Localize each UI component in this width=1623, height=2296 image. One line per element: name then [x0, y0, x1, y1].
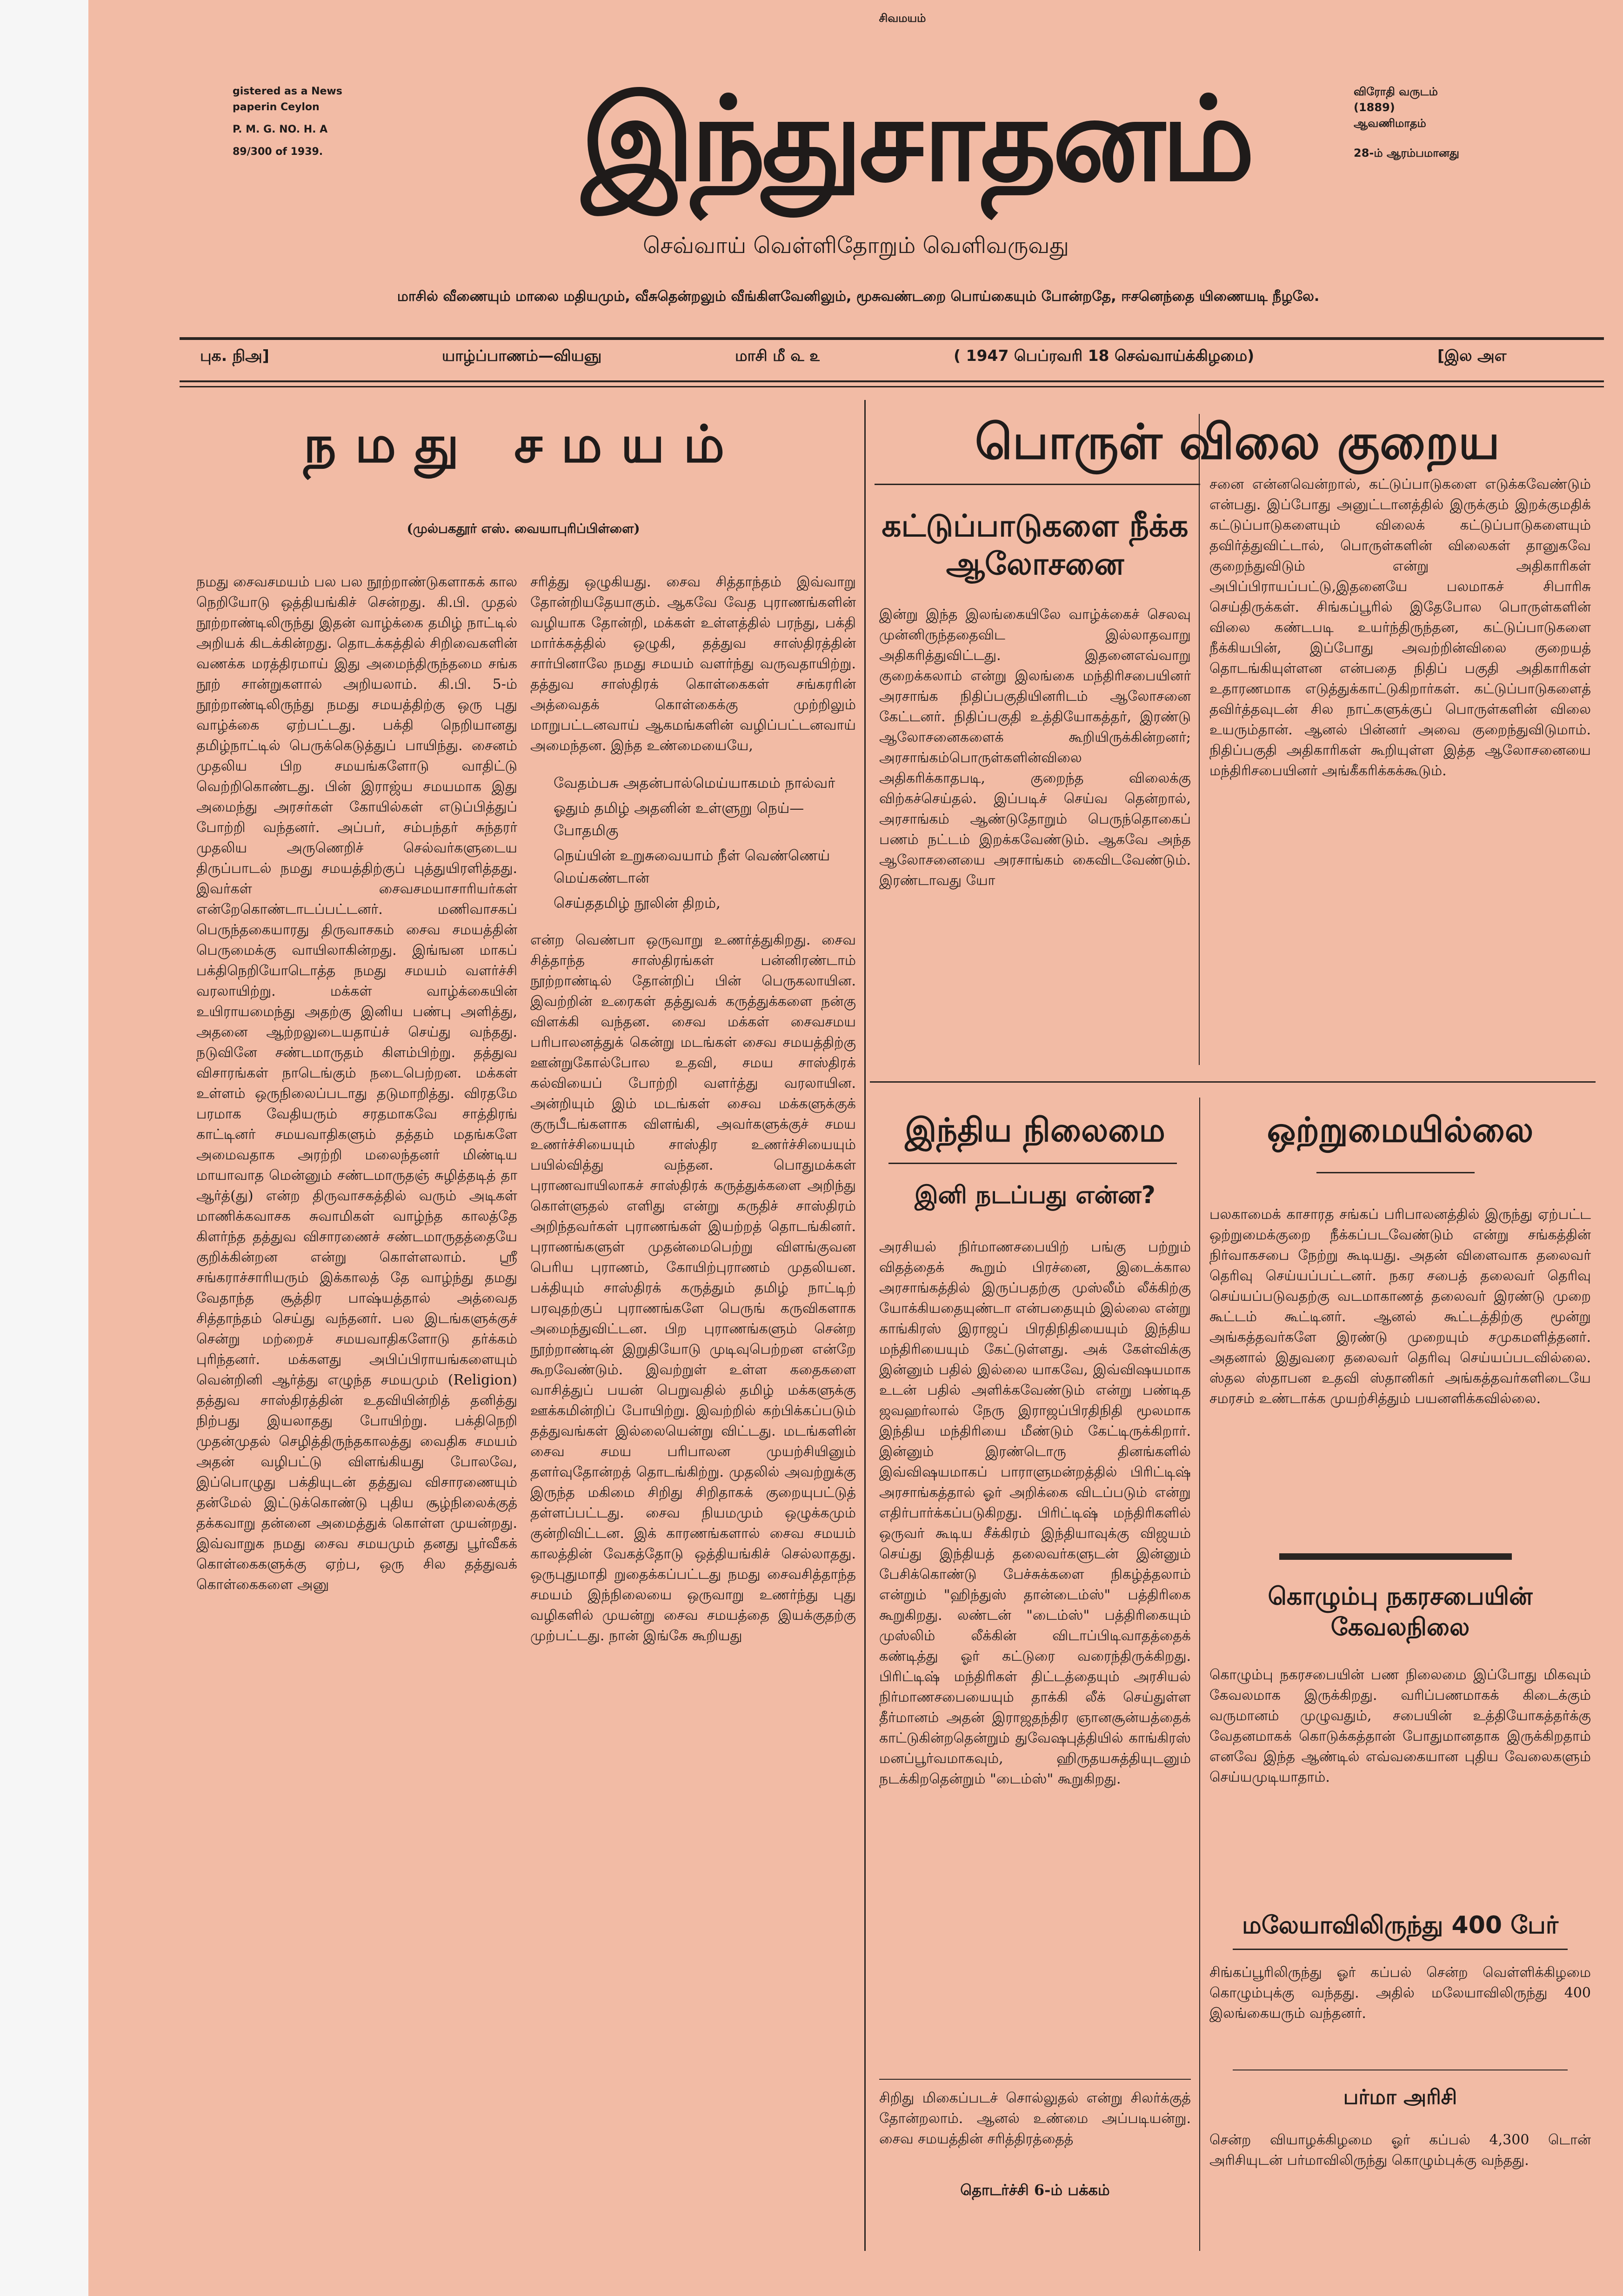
article-title-burma: பர்மா அரிசி [1343, 2085, 1457, 2109]
unity-body: பலகாமைக் காசாரத சங்கப் பரிபாலனத்தில் இருந்து ஏற்பட்ட ஒற்றுமைக்குறை நீக்கப்படவேண்டும் என்று சங்கத்தின் நிர்வாகசபை நேற்று கூடியது. அதன் விளைவாக தலைவர் தெரிவு செய்யப்பட்டனர். நகர சபைத் தலைவர் தெரிவு செய்யப்படுவதற்கு வடமாகாணத் தலைவர் இரண்டு முறை கூட்டம் கூட்டினர். ஆனல் கூட்டத்திற்கு மூன்று அங்கத்தவர்களே இரண்டு முறையும் சமுகமளித்தனர். அதனால் இதுவரை தலைவர் தெரிவு செய்யப்படவில்லை. ஸ்தல ஸ்தாபன உதவி ஸ்தானிகர் அங்கத்தவர்களிடையே சமரசம் உண்டாக்க முயற்சித்தும் பயனளிக்கவில்லை. [1209, 1206, 1591, 1407]
religion-column-2-body: என்ற வெண்பா ஒருவாறு உணர்த்துகிறது. சைவ சித்தாந்த சாஸ்திரங்கள் பன்னிரண்டாம் நூற்றாண்டில் தோன்றிப் பின் பெருகலாயின. இவற்றின் உரைகள் தத்துவக் கருத்துக்களை நன்கு விளக்கி வந்தன. சைவ மக்கள் சைவசமய பரிபாலனத்துக் கென்று மடங்கள் சைவ சமயத்திற்கு ஊன்றுகோல்போல உதவி, சமய சாஸ்திரக் கல்வியைப் போற்றி வளர்த்து வரலாயின. அன்றியும் இம் மடங்கள் சைவ மக்களுக்குக் குருபீடங்களாக விளங்கி, அவர்களுக்குச் சமய உணர்ச்சியையும் சாஸ்திர உணர்ச்சியையும் பயில்வித்து வந்தன. பொதுமக்கள் புராணவாயிலாகச் சாஸ்திரக் கருத்துக்களை அறிந்து கொள்ளுதல் எளிது என்று கருதிச் சாஸ்திரம் அறிந்தவர்கள் புராணங்கள் இயற்றத் தொடங்கினர். புராணங்களுள் முதன்மைபெற்று விளங்குவன பெரிய புராணம், கோயிற்புராணம் முதலியன. பக்தியும் சாஸ்திரக் கருத்தும் தமிழ் நாட்டிற் பரவுதற்குப் புராணங்களே பெருங் கருவிகளாக அமைந்துவிட்டன. பிற புராணங்களும் சென்ற நூற்றாண்டின் இறுதியோடு முடிவுபெற்றன என்றே கூறவேண்டும். இவற்றுள் உள்ள கதைகளை வாசித்துப் பயன் பெறுவதில் தமிழ் மக்களுக்கு ஊக்கமின்றிப் போயிற்று. இவற்றில் கற்பிக்கப்படும் தத்துவங்கள் இல்லையென்று விட்டது. மடங்களின் சைவ சமய பரிபாலன முயற்சியினும் தளர்வுதோன்றத் தொடங்கிற்று. முதலில் அவற்றுக்கு இருந்த மகிமை சிறிது சிறிதாகக் குறையுபட்டுத் தள்ளப்பட்டது. சைவ நியமமும் ஒழுக்கமும் குன்றிவிட்டன. இக் காரணங்களால் சைவ சமயம் காலத்தின் வேகத்தோடு ஒத்தியங்கிச் செல்லாதது. ஒருபுதுமாதி றுதைக்கப்பட்டது நமது சைவசித்தாந்த சமயம் இந்நிலையை ஒருவாறு உணர்ந்து புது வழிகளில் முயன்று சைவ சமயத்தை இயக்குதற்கு முற்பட்டது. நான் இங்கே கூறியது [530, 932, 856, 1644]
article-title-malaya: மலேயாவிலிருந்து 400 பேர் [1242, 1911, 1558, 1939]
article-subtitle-controls: கட்டுப்பாடுகளை நீக்க ஆலோசனை [882, 508, 1189, 582]
volume-number: புக. நிஅ] [200, 346, 269, 365]
article-subtitle-india: இனி நடப்பது என்ன? [915, 1181, 1155, 1209]
price-column-2: சனை என்னவென்றால், கட்டுப்பாடுகளை எடுக்கவேண்டும் என்பது. இப்போது அனுட்டானத்தில் இருக்கும் இறக்குமதிக் கட்டுப்பாடுகளையும் விலைக் கட்டுப்பாடுகளையும் தவிர்த்துவிட்டால், பொருள்களின் விலைகள் தானுகவே குறைந்துவிடும் என்று அதிகாரிகள் அபிப்பிராயப்பட்டு,இதனையே பலமாகச் சிபாரிசு செய்திருக்கள். சிங்கப்பூரில் இதேபோல பொருள்களின் விலை கண்டபடி உயர்ந்திருந்தன, கட்டுப்பாடுகளை நீக்கியபின், இப்போது அவற்றின்விலை குறையத் தொடங்கியுள்ளன என்பதை நிதிப் பகுதி அதிகாரிகள் உதாரணமாக எடுத்துக்காட்டுகிறார்கள். கட்டுப்பாடுகளைத் தவிர்த்தவுடன் சில நாட்களுக்குப் பொருள்களின் விலை உயரும்தான். ஆனல் பின்னர் அவை குறைந்துவிடுமாம். நிதிப்பகுதி அதிகாரிகள் கூறியுள்ள இத்த ஆலோசனையை மந்திரிசபையினர் அங்கீகரிக்கக்கூடும். [1209, 476, 1591, 779]
malaya-title-rule [1233, 1949, 1568, 1950]
place-name: யாழ்ப்பாணம்—வியஞு [442, 346, 602, 365]
article-byline: (முல்பகதூர் எஸ். வையாபுரிப்பிள்ளை) [407, 521, 640, 536]
registration-note: gistered as a News paperin Ceylon P. M. G. NO. H. A 89/300 of 1939. [233, 86, 342, 158]
article-title-price: பொருள் விலை குறைய [975, 413, 1500, 470]
column-divider-bottom-right [1199, 1098, 1200, 2251]
article-title-india: இந்திய நிலைமை [905, 1111, 1165, 1149]
column-divider-main [864, 400, 866, 2251]
colombo-body: கொழும்பு நகரசபையின் பண நிலைமை இப்போது மிகவும் கேவலமாக இருக்கிறது. வரிப்பணமாகக் கிடைக்கும் வருமானம் முழுவதும், சபையின் உத்தியோகத்தர்க்கு வேதனமாகக் கொடுக்கத்தான் போதுமானதாக இருக்கிறதாம் எனவே இந்த ஆண்டில் எவ்வகையான புதிய வேலைகளும் செய்யமுடியாதாம். [1209, 1667, 1591, 1785]
publication-subtitle: செவ்வாய் வெள்ளிதோறும் வெளிவருவது [643, 233, 1069, 259]
section-rule [870, 1081, 1596, 1083]
india-column: அரசியல் நிர்மாணசபையிற் பங்கு பற்றும் விதத்தைக் கூறும் பிரச்னை, இடைக்கால அரசாங்கத்தில் இருப்பதற்கு முஸ்லீம் லீக்கிற்கு யோக்கியதையுண்டா என்பதையும் இல்லை என்று காங்கிரஸ் இராஜப் பிரதிநிதியையும் இந்திய மந்திரியையும் கேட்டுள்ளது. அக் கேள்விக்கு இன்னும் பதில் இல்லை யாகவே, இவ்விஷயமாக உடன் பதில் அளிக்கவேண்டும் என்று பண்டித ஜவஹர்லால் நேரு இராஜப்பிரதிநிதி மூலமாக இந்திய மந்திரியை மீண்டும் கேட்டிருக்கிறார். இன்னும் இரண்டொரு தினங்களில் இவ்விஷயமாகப் பாராளுமன்றத்தில் பிரிட்டிஷ் அரசாங்கத்தால் ஓர் அறிக்கை விடப்படும் என்று எதிர்பார்க்கப்படுகிறது. பிரிட்டிஷ் மந்திரிகளில் ஒருவர் கூடிய சீக்கிரம் இந்தியாவுக்கு விஜயம் செய்து இந்தியத் தலைவர்களுடன் இன்னும் பேசிக்கொண்டு பேச்சுக்களை நிகழ்த்தலாம் என்றும் "ஹிந்துஸ் தான்டைம்ஸ்" பத்திரிகை கூறுகிறது. லண்டன் "டைம்ஸ்" பத்திரிகையும் முஸ்லிம் லீக்கின் விடாப்பிடிவாதத்தைக் கண்டித்து ஓர் கட்டுரை வரைந்திருக்கிறது. பிரிட்டிஷ் மந்திரிகள் திட்டத்தையும் அரசியல் நிர்மாணசபையையும் தாக்கி லீக் செய்துள்ள தீர்மானம் அதன் இராஜதந்திர ஞானசூன்யத்தைக் காட்டுகின்றதென்றும் துவேஷபுத்தியில் காங்கிரஸ் மனப்பூர்வமாகவும், ஹிருதயசுத்தியுடனும் நடக்கிறதென்றும் "டைம்ஸ்" கூறுகிறது. [879, 1239, 1191, 1787]
column-divider-top-right [1199, 414, 1200, 1065]
malaya-body: சிங்கப்பூரிலிருந்து ஓர் கப்பல் சென்ற வெள்ளிக்கிழமை கொழும்புக்கு வந்தது. அதில் மலேயாவிலிருந்து 400 இலங்கையரும் வந்தனர். [1209, 1964, 1591, 2022]
continued-page-note: தொடர்ச்சி 6-ம் பக்கம் [960, 2181, 1110, 2199]
article-title-religion: நமது சமயம் [303, 414, 743, 474]
header-rule-bottom [180, 386, 1604, 387]
price-column-1: இன்று இந்த இலங்கையிலே வாழ்க்கைச் செலவு முன்னிருந்ததைவிட இல்லாதவாறு அதிகரித்துவிட்டது. இதனைஎவ்வாறு குறைக்கலாம் என்று இலங்கை மந்திரிசபையினர் அரசாங்க நிதிப்பகுதியினரிடம் ஆலோசனை கேட்டனர். நிதிப்பகுதி உத்தியோகத்தர், இரண்டு ஆலோசனைகளைக் கூறியிருக்கின்றனர்; அரசாங்கம்பொருள்களின்விலை அதிகரிக்காதபடி, குறைந்த விலைக்கு விற்கச்செய்தல். இப்படிச் செய்வ தென்றால், அரசாங்கம் ஆண்டுதோறும் பெருந்தொகைப் பணம் நட்டம் இறக்கவேண்டும். ஆகவே அந்த ஆலோசனையை அரசாங்கம் கைவிடவேண்டும். இரண்டாவது யோ [879, 606, 1191, 889]
religion-column-2 [530, 572, 856, 2246]
year-note: விரோதி வருடம் (1889) ஆவணிமாதம் 28-ம் ஆரம்பமானது [1354, 85, 1459, 160]
header-rule-mid [180, 380, 1604, 382]
tamil-date: மாசி மீ ௳ ௨ [735, 346, 821, 365]
verse-quote: வேதம்பசு அதன்பால்மெய்யாகமம் நால்வர் ஓதும் தமிழ் அதனின் உள்ளுறு நெய்—போதமிகு நெய்யின் உறுசுவையாம் நீள் வெண்ணெய் மெய்கண்டான் செய்ததமிழ் நூலின் திறம், [554, 775, 835, 912]
newspaper-page [88, 0, 1623, 2296]
dateline [181, 346, 1605, 374]
religion-column-2-intro: சரித்து ஒழுகியது. சைவ சித்தாந்தம் இவ்வாறு தோன்றியதேயாகும். ஆகவே வேத புராணங்களின் வழியாக தோன்றி, மக்கள் உள்ளத்தில் பரந்து, பக்தி மார்க்கத்தில் ஒழுகி, தத்துவ சாஸ்திரத்தின் சார்பினாலே நமது சமயம் வளர்ந்து வருவதாயிற்று. தத்துவ சாஸ்திரக் கொள்கைகள் சங்கரரின் அத்வைதக் கொள்கைக்கு முற்றிலும் மாறுபட்டனவாய் ஆகமங்களின் வழிப்பட்டனவாய் அமைந்தன. இந்த உண்மையையே, [530, 574, 856, 754]
burma-body: சென்ற வியாழக்கிழமை ஓர் கப்பல் 4,300 டொன் அரிசியுடன் பர்மாவிலிருந்து கொழும்புக்கு வந்தது. [1209, 2132, 1591, 2169]
india-title-rule [888, 1163, 1177, 1164]
unity-title-rule [1316, 1172, 1475, 1173]
india-footer-rule [879, 2079, 1191, 2080]
english-date: ( 1947 பெப்ரவரி 18 செவ்வாய்க்கிழமை) [954, 346, 1255, 365]
header-rule-top [180, 337, 1604, 340]
article-title-unity: ஒற்றுமையில்லை [1267, 1110, 1534, 1150]
masthead-title: இந்துசாதனம் [581, 72, 1251, 207]
subtitle-rule [875, 484, 1200, 485]
article-title-colombo: கொழும்பு நகரசபையின் கேவலநிலை [1268, 1583, 1533, 1641]
motto-line: மாசில் வீணையும் மாலை மதியமும், வீசுதென்றலும் வீங்கிளவேனிலும், மூசுவண்டறை பொய்கையும் போன்றதே, ஈசனெந்தை யிணையடி நீழலே. [397, 288, 1320, 305]
heavy-rule [1279, 1553, 1512, 1560]
issue-number: [இல அஎ [1437, 346, 1507, 365]
continued-text: சிறிது மிகைப்படச் சொல்லுதல் என்று சிலர்க்குத் தோன்றலாம். ஆனல் உண்மை அப்படியன்று. சைவ சமயத்தின் சரித்திரத்தைத் [879, 2090, 1191, 2147]
religion-column-1: நமது சைவசமயம் பல பல நூற்றாண்டுகளாகக் கால நெறியோடு ஒத்தியங்கிச் சென்றது. கி.பி. முதல் நூற்றாண்டிலிருந்து இதன் வாழ்க்கை தமிழ் நாட்டில் அறியக் கிடக்கின்றது. தொடக்கத்தில் சிறிவைகளின் வணக்க மரத்திரமாய் இது அமைந்திருந்தமை சங்க நூற் சான்றுகளால் அறியலாம். கி.பி. 5-ம் நூற்றாண்டிலிருந்து நமது சமயத்திற்கு ஒரு புது வாழ்க்கை ஏற்பட்டது. பக்தி நெறியானது தமிழ்நாட்டில் பெருக்கெடுத்துப் பாயிந்து. சைனம் முதலிய பிற சமயங்களோடு வாதிட்டு வெற்றிகொண்டது. பின் இராஜ்ய சமயமாக இது அமைந்து அரசர்கள் கோயில்கள் எடுப்பித்துப் போற்றி வந்தனர். அப்பர், சம்பந்தர் சுந்தரர் முதலிய அருணெறிச் செல்வர்களுடைய திருப்பாடல் நமது சமயத்திற்குப் புத்துயிரளித்தது. இவர்கள் சைவசமயாசாரியர்கள் என்றேகொண்டாடப்பட்டனர். மணிவாசகப் பெருந்தகையாரது திருவாசகம் சைவ சமயத்தின் பெருமைக்கு வாயிலாகின்றது. இங்ஙன மாகப் பக்திநெறியோடொத்த நமது சமயம் வளர்ச்சி வரலாயிற்று. மக்கள் வாழ்க்கையின் உயிராயமைந்து அதற்கு இனிய பண்பு அளித்து, அதனை ஆற்றலுடையதாய்ச் செய்து வந்தது. நடுவினே சண்டமாருதம் கிளம்பிற்று. தத்துவ விசாரங்கள் நாடெங்கும் நடைபெற்றன. மக்கள் உள்ளம் ஒருநிலைப்படாது தடுமாறித்து. விரதமே பரமாக வேதியரும் சரதமாகவே சாத்திரங் காட்டினர் சமயவாதிகளும் தத்தம் மதங்களே அமைவதாக அரற்றி மலைந்தனர் மிண்டிய மாயாவாத மென்னும் சண்டமாருதஞ் சுழித்தடித் தா ஆர்த்(து) என்ற திருவாசகத்தில் வரும் அடிகள் மாணிக்கவாசக சுவாமிகள் வாழ்ந்த காலத்தே கிளர்ந்த தத்துவ விசாரணைச் சண்டமாருதத்தையே குறிக்கின்றன என்று கொள்ளலாம். ஸ்ரீ சங்கராச்சாரியரும் இக்காலத் தே வாழ்ந்து தமது வேதாந்த சூத்திர பாஷ்யத்தால் அத்வைத சித்தாந்தம் செய்து வந்தனர். பல இடங்களுக்குச் சென்று மற்றைச் சமயவாதிகளோடு தர்க்கம் புரிந்தனர். மக்களது அபிப்பிராயங்களையும் வென்றினி ஆர்த்து எழுந்த சமயமும் (Religion) தத்துவ சாஸ்திரத்தின் உதவியின்றித் தனித்து நிற்பது இயலாதது போயிற்று. பக்திநெறி முதன்முதல் செழித்திருந்தகாலத்து வைதிக சமயம் அதன் வழிபட்டு விளங்கியது போலவே, இப்பொழுது பக்தியுடன் தத்துவ விசாரணையும் தன்மேல் இட்டுக்கொண்டு புதிய சூழ்நிலைக்குத் தக்கவாறு தன்னை அமைத்துக் கொள்ள முயன்றது. இவ்வாறுக நமது சைவ சமயமும் தனது பூர்வீகக் கொள்கைகளுக்கு ஏற்ப, ஒரு சில தத்துவக் கொள்கைகளை அனு [196, 574, 517, 1593]
top-invocation: சிவமயம் [879, 12, 926, 25]
